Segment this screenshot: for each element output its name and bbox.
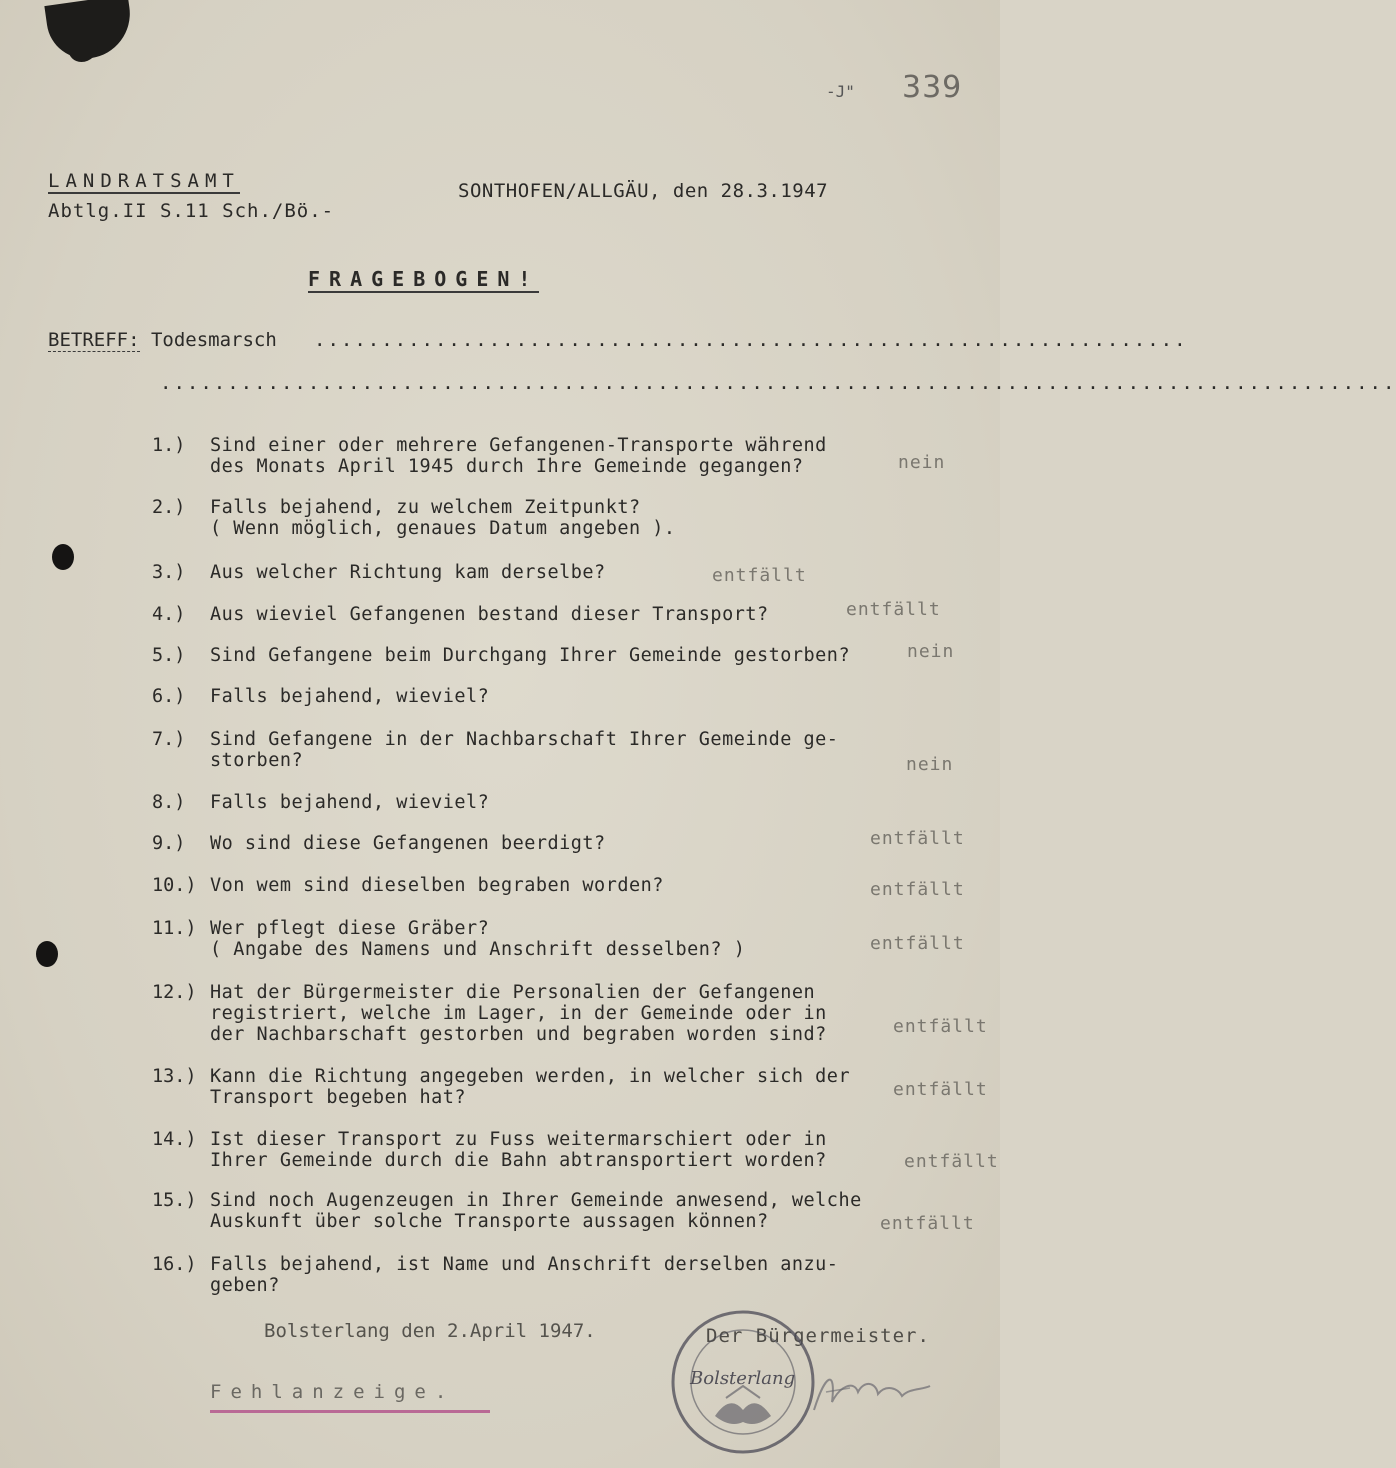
issuing-office: LANDRATSAMT	[48, 170, 240, 192]
subject-line	[48, 329, 277, 351]
question-number: 5.)	[152, 645, 186, 666]
punch-hole	[36, 941, 58, 967]
question-item	[152, 875, 882, 896]
question-item	[152, 645, 882, 666]
subject-label: BETREFF:	[48, 329, 140, 351]
question-number: 16.)	[152, 1254, 197, 1275]
question-item	[152, 918, 882, 960]
question-number: 6.)	[152, 686, 186, 707]
dotted-separator: ............................................................................................	[160, 372, 1396, 394]
place-date: SONTHOFEN/ALLGÄU, den 28.3.1947	[458, 180, 829, 202]
answer-text: entfällt	[893, 1016, 988, 1037]
question-number: 15.)	[152, 1190, 197, 1211]
page-mark: -J"	[826, 82, 855, 101]
answer-text: entfällt	[880, 1213, 975, 1234]
question-text: Falls bejahend, ist Name und Anschrift derselben anzu- geben?	[210, 1254, 839, 1296]
question-number: 11.)	[152, 918, 197, 939]
question-item	[152, 435, 882, 477]
question-text: Aus wieviel Gefangenen bestand dieser Transport?	[210, 604, 769, 625]
question-text: Wo sind diese Gefangenen beerdigt?	[210, 833, 606, 854]
question-number: 2.)	[152, 497, 186, 518]
punch-hole	[52, 544, 74, 570]
question-text: Falls bejahend, wieviel?	[210, 686, 490, 707]
question-number: 14.)	[152, 1129, 197, 1150]
question-text: Ist dieser Transport zu Fuss weitermarschiert oder in Ihrer Gemeinde durch die Bahn abtransportiert worden?	[210, 1129, 827, 1171]
answer-text: entfällt	[846, 599, 941, 620]
page-number: 339	[902, 70, 963, 105]
question-item	[152, 1254, 882, 1296]
question-text: Falls bejahend, zu welchem Zeitpunkt? ( Wenn möglich, genaues Datum angeben ).	[210, 497, 676, 539]
dotted-leader: .................................................................	[314, 329, 1188, 351]
ink-blot	[68, 40, 98, 62]
question-number: 7.)	[152, 729, 186, 750]
answer-text: entfällt	[904, 1151, 999, 1172]
question-number: 9.)	[152, 833, 186, 854]
answer-text: entfällt	[870, 828, 965, 849]
question-number: 13.)	[152, 1066, 197, 1087]
answer-text: entfällt	[870, 879, 965, 900]
answer-text: nein	[906, 754, 954, 775]
question-text: Sind einer oder mehrere Gefangenen-Transporte während des Monats April 1945 durch Ihre Gemeinde gegangen?	[210, 435, 827, 477]
closing-place-date: Bolsterlang den 2.April 1947.	[264, 1320, 596, 1342]
subject-value: Todesmarsch	[150, 329, 277, 351]
question-text: Sind Gefangene in der Nachbarschaft Ihrer Gemeinde ge- storben?	[210, 729, 839, 771]
question-number: 4.)	[152, 604, 186, 625]
answer-text: entfällt	[893, 1079, 988, 1100]
nil-return: Fehlanzeige.	[210, 1381, 456, 1403]
question-number: 1.)	[152, 435, 186, 456]
signatory-title: Der Bürgermeister.	[706, 1325, 930, 1347]
answer-text: nein	[907, 641, 955, 662]
question-number: 12.)	[152, 982, 197, 1003]
nil-return-underline	[210, 1410, 490, 1413]
seal-text: Bolsterlang	[690, 1368, 796, 1389]
question-item	[152, 604, 882, 625]
handwritten-signature	[806, 1362, 936, 1422]
question-number: 3.)	[152, 562, 186, 583]
question-text: Sind Gefangene beim Durchgang Ihrer Gemeinde gestorben?	[210, 645, 851, 666]
question-item	[152, 1066, 882, 1108]
question-item	[152, 1190, 882, 1232]
question-item	[152, 1129, 882, 1171]
question-number: 8.)	[152, 792, 186, 813]
question-number: 10.)	[152, 875, 197, 896]
question-item	[152, 686, 882, 707]
municipal-seal	[660, 1298, 826, 1458]
question-item	[152, 982, 882, 1045]
document-title: FRAGEBOGEN!	[308, 267, 540, 291]
question-text: Von wem sind dieselben begraben worden?	[210, 875, 664, 896]
answer-text: entfällt	[870, 933, 965, 954]
question-item	[152, 729, 882, 771]
question-item	[152, 792, 882, 813]
department-reference: Abtlg.II S.11 Sch./Bö.-	[48, 200, 335, 222]
question-text: Sind noch Augenzeugen in Ihrer Gemeinde anwesend, welche Auskunft über solche Transporte aussagen können?	[210, 1190, 862, 1232]
question-text: Aus welcher Richtung kam derselbe?	[210, 562, 606, 583]
question-text: Wer pflegt diese Gräber? ( Angabe des Namens und Anschrift desselben? )	[210, 918, 746, 960]
answer-text: entfällt	[712, 565, 807, 586]
answer-text: nein	[898, 452, 946, 473]
question-item	[152, 497, 882, 539]
question-text: Falls bejahend, wieviel?	[210, 792, 490, 813]
question-item	[152, 833, 882, 854]
question-text: Hat der Bürgermeister die Personalien der Gefangenen registriert, welche im Lager, in der Gemeinde oder in der Nachbarschaft gestorben und begraben worden sind?	[210, 982, 827, 1045]
question-text: Kann die Richtung angegeben werden, in welcher sich der Transport begeben hat?	[210, 1066, 851, 1108]
